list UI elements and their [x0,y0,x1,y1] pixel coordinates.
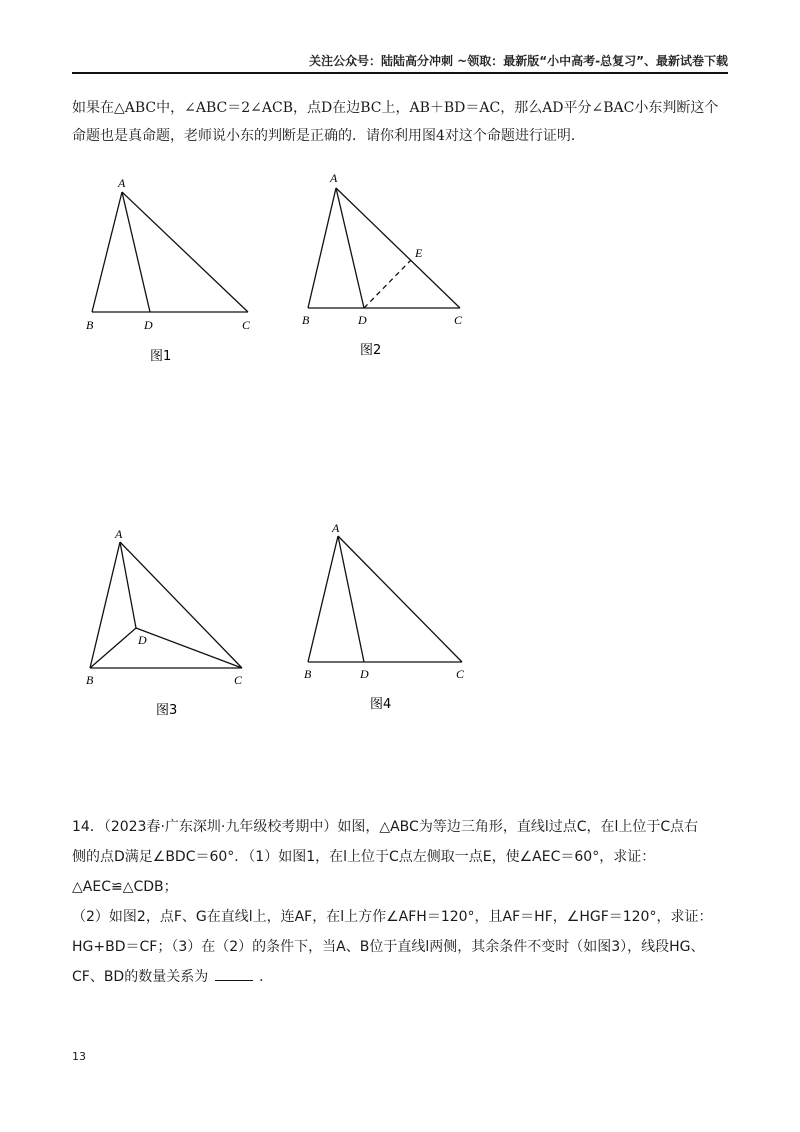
problem-13-tail [72,94,732,150]
header-text: 关注公众号：陆陆高分冲刺 ~领取：最新版“小中高考-总复习”、最新试卷下载 [309,54,728,68]
figure-4-caption: 图4 [370,697,392,712]
figure-4-label-d: D [360,667,369,681]
figure-2-label-c: C [454,313,463,327]
figure-2-label-a: A [330,171,338,185]
page-number: 13 [72,1050,86,1063]
figure-1-diagram [80,172,270,372]
figure-1-label-a: A [118,176,126,190]
figure-2-caption: 图2 [360,343,382,358]
figure-1 [80,172,270,372]
problem-14-line-6 [72,962,732,992]
problem-14-line-2: 侧的点D满足∠BDC＝60°．（1）如图1，在l上位于C点左侧取一点E，使∠AEC＝60°，求证： [72,849,656,865]
problem-14-line-6-prefix: CF、BD的数量关系为 [72,969,209,985]
figure-3 [80,524,270,724]
figure-1-label-b: B [86,318,94,332]
figure-4-label-b: B [304,667,312,681]
problem-14-line-4: （2）如图2，点F、G在直线l上，连AF，在l上方作∠AFH＝120°，且AF＝HF，∠HGF＝120°，求证： [72,909,713,925]
figure-3-label-d: D [138,633,147,647]
figure-3-caption: 图3 [156,703,178,718]
figure-4-diagram [298,518,488,718]
figure-3-label-a: A [115,527,123,541]
problem-13-line-1: 如果在△ABC中，∠ABC＝2∠ACB，点D在边BC上，AB＋BD＝AC，那么AD平分∠BAC小东判断这个 [72,100,719,116]
problem-13-line-2: 命题也是真命题，老师说小东的判断是正确的．请你利用图4对这个命题进行证明． [72,128,585,144]
page-header [72,52,728,72]
figure-2-label-e: E [415,246,423,260]
figure-4-label-c: C [456,667,465,681]
figure-2-label-b: B [302,313,310,327]
figure-2-diagram [296,168,486,368]
figure-3-diagram [80,524,270,724]
figure-3-label-c: C [234,673,243,687]
figure-1-label-d: D [144,318,153,332]
figure-1-caption: 图1 [150,349,172,364]
answer-blank[interactable] [215,980,253,981]
figure-2-label-d: D [358,313,367,327]
problem-14-line-5: HG+BD＝CF；（3）在（2）的条件下，当A、B位于直线l两侧，其余条件不变时（如图3），线段HG、 [72,939,705,955]
problem-14 [72,812,732,992]
figure-2 [296,168,486,368]
figure-3-label-b: B [86,673,94,687]
problem-14-line-1: 14．（2023春·广东深圳·九年级校考期中）如图，△ABC为等边三角形，直线l过点C，在l上位于C点右 [72,819,699,835]
figure-4 [298,518,488,718]
problem-14-line-3: △AEC≌△CDB； [72,879,178,895]
problem-14-line-6-suffix: ． [259,969,274,985]
figure-4-label-a: A [332,521,340,535]
figure-1-label-c: C [242,318,251,332]
header-rule [72,72,728,74]
